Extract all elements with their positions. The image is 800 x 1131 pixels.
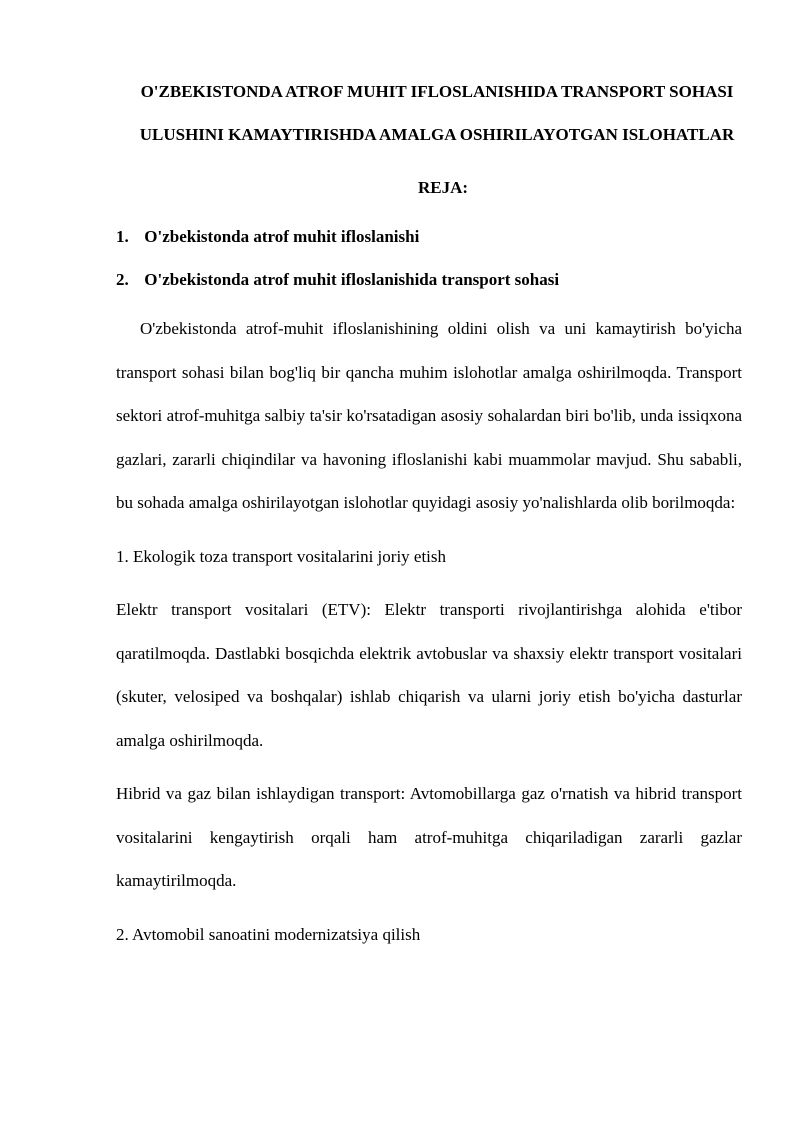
plan-item-text: O'zbekistonda atrof muhit ifloslanishi [144, 227, 420, 246]
document-page [116, 70, 742, 956]
plan-item-text: O'zbekistonda atrof muhit ifloslanishida transport sohasi [144, 270, 560, 289]
paragraph-hybrid-transport: Hibrid va gaz bilan ishlaydigan transport: Avtomobillarga gaz o'rnatish va hibrid transport vositalarini kengaytirish orqali ham atrof-muhitga chiqariladigan zararli gazlar kamaytirilmoqda. [116, 784, 742, 890]
plan-heading: REJA: [417, 178, 469, 197]
section-heading-2: 2. Avtomobil sanoatini modernizatsiya qilish [116, 924, 421, 944]
intro-paragraph: O'zbekistonda atrof-muhit ifloslanishining oldini olish va uni kamaytirish bo'yicha transport sohasi bilan bog'liq bir qancha muhim islohotlar amalga oshirilmoqda. Transport sektori atrof-muhitga salbiy ta'sir ko'rsatadigan asosiy sohalardan biri bo'lib, unda issiqxona gazlari, zararli chiqindilar va havoning ifloslanishi kabi muammolar mavjud. Shu sababli, bu sohada amalga oshirilayotgan islohotlar quyidagi asosiy yo'nalishlarda olib borilmoqda: [116, 319, 742, 512]
paragraph-electric-transport: Elektr transport vositalari (ETV): Elektr transporti rivojlantirishga alohida e'tibor qaratilmoqda. Dastlabki bosqichda elektrik avtobuslar va shaxsiy elektr transport vositalari (skuter, velosiped va boshqalar) ishlab chiqarish va ularni joriy etish bo'yicha dasturlar amalga oshirilmoqda. [116, 600, 742, 750]
section-heading-1: 1. Ekologik toza transport vositalarini joriy etish [116, 546, 447, 566]
plan-item [116, 215, 742, 258]
plan-list [116, 215, 742, 301]
plan-item-number: 1. [116, 227, 129, 246]
plan-item [116, 258, 742, 301]
plan-item-number: 2. [116, 270, 129, 289]
document-title: O'ZBEKISTONDA ATROF MUHIT IFLOSLANISHIDA TRANSPORT SOHASI ULUSHINI KAMAYTIRISHDA AMALGA OSHIRILAYOTGAN ISLOHATLAR [139, 82, 735, 144]
